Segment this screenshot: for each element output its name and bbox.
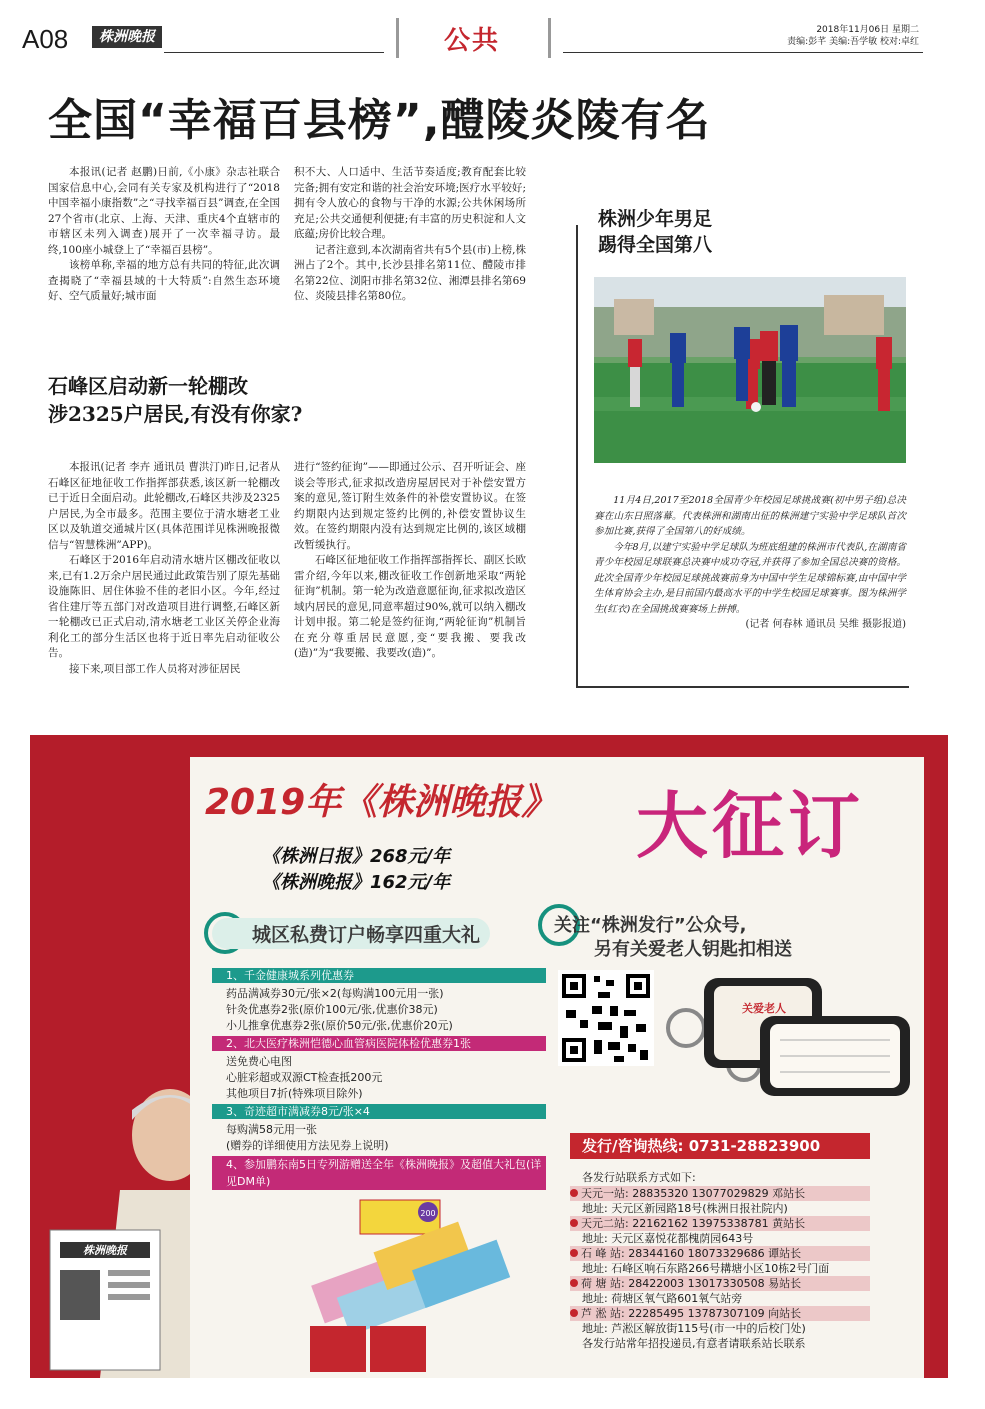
gift-bar-2: 2、北大医疗株洲恺德心血管病医院体检优惠券1张 [212,1036,546,1051]
second-headline-line1: 石峰区启动新一轮棚改 [48,374,248,398]
second-headline-line2: 涉2325户居民,有没有你家? [48,402,303,426]
gift-2-line: 送免费心电图 [226,1055,292,1068]
bullet-icon [570,1309,578,1317]
vouchers-illustration [300,1196,530,1376]
station-row [570,1216,870,1231]
paragraph: 11月4日,2017至2018全国青少年校园足球挑战赛(初中男子组)总决赛在山东日照落幕。代表株洲和湖南出征的株洲建宁实验中学足球队首次参加比赛,获得了全国第八的好成绩。 [594,495,906,537]
stations-note: 各发行站常年招投递员,有意者请联系站长联系 [582,1337,806,1350]
station-contact: 天元二站: 22162162 13975338781 黄站长 [581,1217,806,1230]
stations-intro: 各发行站联系方式如下: [582,1171,696,1184]
main-article-col1 [48,165,280,305]
bullet-icon [570,1219,578,1227]
page-number: A08 [22,24,69,54]
newspaper-masthead: 株洲晚报 [83,1244,127,1257]
paper-logo: 株洲晚报 [92,26,162,48]
paragraph: 接下来,项目部工作人员将对涉征居民 [69,662,241,675]
dateline [787,24,919,48]
section-title: 公共 [444,26,501,56]
station-contact: 天元一站: 28835320 13077029829 邓站长 [581,1187,806,1200]
price-zhuzhou-evening: 《株洲晚报》162元/年 [262,872,451,893]
ad-title-big: 大征订 [636,784,865,868]
station-address: 地址: 石峰区响石东路266号耩塘小区10栋2号门面 [582,1262,830,1275]
wechat-promo [554,914,792,962]
station-address: 地址: 荷塘区氧气路601氧气站旁 [582,1292,743,1305]
paragraph: 进行“签约征询”——即通过公示、召开听证会、座谈会等形式,征求拟改造房屋居民对于补偿安置方案的意见,签订附生效条件的补偿安置协议。在签约期限内达到规定签约比例的,补偿安置协议生效。在签约期限内没有达到规定比例的,该区域棚改暂缓执行。 [294,461,526,551]
station-row [570,1186,870,1201]
keychain-illustration [664,964,914,1104]
stations-list [570,1186,870,1351]
paragraph: 石峰区于2016年启动清水塘片区棚改征收以来,已有1.2万余户居民通过此政策告别了原先基础设施陈旧、居住体验不佳的老旧小区。今年,经过省住建厅等五部门对改造项目进行调整,石峰区新一轮棚改已正式启动,清水塘老工业区关停企业海利化工的部分生活区也将于近日率先启动征收公告。 [48,554,280,659]
editor-credits: 责编:彭芊 美编:吾学敏 校对:卓红 [787,37,919,47]
keychain-label: 关爱老人 [742,1002,786,1015]
sidebar-title [598,206,718,258]
gift-1-line: 药品满减券30元/张×2(每购满100元用一张) [226,987,444,1000]
gift-3-line: 每购满58元用一张 [226,1123,317,1136]
gift-bar-3: 3、奇迹超市满减券8元/张×4 [212,1104,546,1119]
gift-bar-4: 4、参加鹏东南5日专列游赠送全年《株洲晚报》及超值大礼包(详见DM单) [212,1156,546,1190]
gift-1-line: 小儿推拿优惠券2张(原价50元/张,优惠价20元) [226,1019,453,1032]
station-address: 地址: 芦淞区解放街115号(市一中的后校门处) [582,1322,806,1335]
bullet-icon [570,1279,578,1287]
sidebar-title-line2: 踢得全国第八 [598,234,713,256]
sidebar-byline: (记者 何春林 通讯员 吴维 摄影报道) [745,619,906,630]
station-address: 地址: 天元区嘉悦花都槐荫园643号 [582,1232,754,1245]
paragraph: 今年8月,以建宁实验中学足球队为班底组建的株洲市代表队,在湖南省青少年校园足球联赛总决赛中成功夺冠,并获得了参加全国总决赛的资格。此次全国青少年校园足球挑战赛前身为中国中学生足球锦标赛,由中国中学生体育协会主办,是目前国内最高水平的中学生校园足球赛事。图为株洲学生(红衣)在全国挑战赛赛场上拼搏。 [594,541,906,615]
sidebar-title-line1: 株洲少年男足 [598,208,713,230]
gift-bar-1: 1、千金健康城系列优惠券 [212,968,546,983]
masthead-rule-right [563,52,923,53]
gift-2-line: 心脏彩超或双源CT检查抵200元 [226,1071,383,1084]
voucher-value: 200 [420,1209,436,1218]
wechat-promo-line2: 另有关爱老人钥匙扣相送 [594,939,792,960]
paragraph: 积不大、人口适中、生活节奏适度;教育配套比较完备;拥有安定和谐的社会治安环境;医疗水平较好;拥有令人放心的食物与干净的水源;公共休闲场所充足;公共交通便利便捷;有丰富的历史积淀和人文底蕴;房价比较合理。 [294,166,526,240]
second-headline [48,372,528,428]
masthead-divider-right [548,18,551,58]
station-contact: 石 峰 站: 28344160 18073329686 谭站长 [581,1247,802,1260]
station-address: 地址: 天元区新园路18号(株洲日报社院内) [582,1202,788,1215]
qr-code-icon[interactable] [558,970,654,1066]
station-row [570,1246,870,1261]
bullet-icon [570,1249,578,1257]
masthead-divider-left [396,18,399,58]
paragraph: 该榜单称,幸福的地方总有共同的特征,此次调查揭晓了“幸福县域的十大特质”:自然生态环境好、空气质量好;城市面 [48,259,280,302]
main-headline: 全国“幸福百县榜”,醴陵炎陵有名 [48,95,711,146]
second-article-col2 [294,460,526,662]
station-row [570,1276,870,1291]
station-row [570,1306,870,1321]
price-zhuzhou-daily: 《株洲日报》268元/年 [262,846,451,867]
football-scene-image [594,277,906,463]
wechat-promo-line1: 关注“株洲发行”公众号, [554,915,747,936]
paragraph: 本报讯(记者 李卉 通讯员 曹洪汀)昨日,记者从石峰区征地征收工作指挥部获悉,该区新一轮棚改已于近日全面启动。此轮棚改,石峰区共涉及2325户居民,为全市最多。范围主要位于清水塘老工业区以及轨道交通城片区(具体范围详见株洲晚报微信与“智慧株洲”APP)。 [48,461,280,551]
gift-1-line: 针灸优惠券2张(原价100元/张,优惠价38元) [226,1003,438,1016]
second-article-col1 [48,460,280,677]
ad-title-year: 2019年《株洲晚报》 [205,782,558,823]
football-photo [594,277,906,463]
hotline-banner[interactable]: 发行/咨询热线: 0731-28823900 [570,1133,870,1159]
masthead-rule-left [164,52,384,53]
main-article-col2 [294,165,526,305]
station-contact: 荷 塘 站: 28422003 13017330508 易站长 [581,1277,802,1290]
gift-2-line: 其他项目7折(特殊项目除外) [226,1087,363,1100]
issue-date: 2018年11月06日 星期二 [816,25,919,35]
gift-pill-left: 城区私费订户畅享四重大礼 [212,918,490,949]
bullet-icon [570,1189,578,1197]
sidebar-text [594,493,906,633]
paragraph: 记者注意到,本次湖南省共有5个县(市)上榜,株洲占了2个。其中,长沙县排名第11位、醴陵市排名第22位、浏阳市排名第32位、湘潭县排名第69位、炎陵县排名第80位。 [294,243,526,302]
paragraph: 本报讯(记者 赵鹏)日前,《小康》杂志社联合国家信息中心,会同有关专家及机构进行了“2018中国幸福小康指数”之“寻找幸福百县”调查,在全国27个省市(北京、上海、天津、重庆4个直辖市的市辖区未列入调查)展开了一次幸福寻访。最终,100座小城登上了“幸福百县榜”。 [48,166,280,256]
gift-3-line: (赠券的详细使用方法见券上说明) [226,1139,389,1152]
station-contact: 芦 淞 站: 22285495 13787307109 向站长 [581,1307,802,1320]
paragraph: 石峰区征地征收工作指挥部指挥长、副区长欧雷介绍,今年以来,棚改征收工作创新地采取“两轮征询”机制。第一轮为改造意愿征询,征求拟改造区域内居民的意见,同意率超过90%,就可以纳入棚改计划申报。第二轮是签约征询,“两轮征询”机制旨在充分尊重居民意愿,变“要我搬、要我改(造)”为“我要搬、我要改(造)”。 [294,554,526,659]
